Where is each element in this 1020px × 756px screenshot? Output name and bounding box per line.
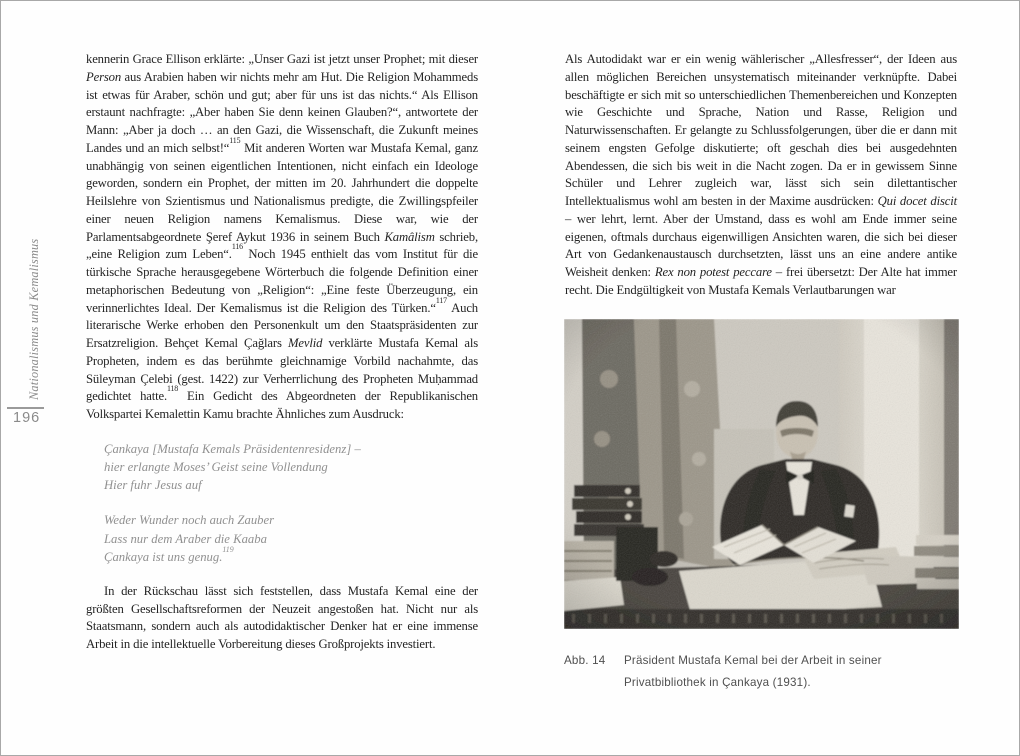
paragraph: Als Autodidakt war er ein wenig wählerischer „Allesfresser“, der Ideen aus allen möglichen Bereichen unsystematisch miteinander verknüpfte. Dabei beschäftigte er sich mit so unterschiedlichen Themenbereichen und Konzepten wie Geschichte und Sprache, Nation und Rasse, Religion und Naturwissenschaften. Er gelangte zu Schlussfolgerungen, über die er dann mit seinem engsten Gefolge diskutierte; oft geschah dies bei ausgedehnten Abendessen, die sich bis weit in die Nacht zogen. Da er in gewissem Sinne Schüler und Lehrer zugleich war, lässt sich sein dilettantischer Intellektualismus wohl am besten in der Maxime ausdrücken: Qui docet discit – wer lehrt, lernt. Aber der Umstand, dass es wohl am Ende immer seine eigenen, oftmals durchaus eigenwilligen Ansichten waren, die sich bei dieser Art von Gedankenaustausch durchsetzten, lässt uns an eine andere antike Weisheit denken: Rex non potest peccare – frei übersetzt: Der Alte hat immer recht. Die Endgültigkeit von Mustafa Kemals Verlautbarungen war [565,52,957,297]
figure-caption-text: Präsident Mustafa Kemal bei der Arbeit in seiner Privatbibliothek in Çankaya (1931). [624,654,882,689]
margin-rule [7,407,44,409]
left-text-column [86,51,478,654]
verse-stanza-2: Weder Wunder noch auch Zauber Lass nur dem Araber die Kaaba Çankaya ist uns genug.$^{119}$ [104,513,275,564]
margin-running-title: Nationalismus und Kemalismus [27,238,41,400]
verse-stanza-1: Çankaya [Mustafa Kemals Präsidentenresidenz] – hier erlangte Moses’ Geist seine Vollendung Hier fuhr Jesus auf [104,441,361,493]
figure-photo [564,319,959,629]
paragraph: In der Rückschau lässt sich feststellen, dass Mustafa Kemal eine der größten Gesellschaftsreformen der Neuzeit angestoßen hat. Nicht nur als Staatsmann, sondern auch als autodidaktischer Denker hat er eine immense Arbeit in die intellektuelle Vorbereitung dieses Großprojekts investiert. [86,583,478,652]
page-number: 196 [13,410,41,426]
figure-caption [564,650,959,693]
right-text-column [565,51,957,300]
paragraph: kennerin Grace Ellison erklärte: „Unser Gazi ist jetzt unser Prophet; mit dieser Person aus Arabien haben wir nichts mehr am Hut. Die Religion Mohammeds ist etwas für Araber, schön und gut; aber für uns ist das nichts.“ Als Ellison erstaunt nachfragte: „Aber haben Sie denn keinen Glauben?“, antwortete der Mann: „Aber ja doch … an den Gazi, die Wissenschaft, die Zukunft meines Landes und an mich selbst!“$^{115}$ Mit anderen Worten war Mustafa Kemal, ganz unabhängig von seinen eigentlichen Intentionen, nicht einfach ein Ideologe geworden, sondern ein Prophet, der mitten im 20. Jahrhundert die doppelte Heilslehre von Szientismus und Nationalismus predigte, die Zwillingspfeiler einer neuen Religion namens Kemalismus. Diese war, wie der Parlamentsabgeordnete Şeref Aykut 1936 in seinem Buch Kamâlism schrieb, „eine Religion zum Leben“.$^{116}$ Noch 1945 enthielt das vom Institut für die türkische Sprache herausgegebene Wörterbuch die folgende Definition einer metaphorischen Bedeutung von „Religion“: „Eine feste Überzeugung, ein verinnerlichtes Ideal. Der Kemalismus ist die Religion des Türken.“$^{117}$ Auch literarische Werke erhoben den Personenkult um den Staatspräsidenten zur Ersatzreligion. Behçet Kemal Çağlars Mevlid verklärte Mustafa Kemal als Propheten, indem es das berühmte gleichnamige Vorbild nachahmte, das Süleyman Çelebi (gest. 1422) zur Verherrlichung des Propheten Muḥammad gedichtet hatte.$^{118}$ Ein Gedicht des Abgeordneten der Republikanischen Volkspartei Kemalettin Kamu brachte Ähnliches zum Ausdruck: [86,52,478,421]
figure-caption-label: Abb. 14 [564,654,606,667]
figure-block [564,319,959,693]
